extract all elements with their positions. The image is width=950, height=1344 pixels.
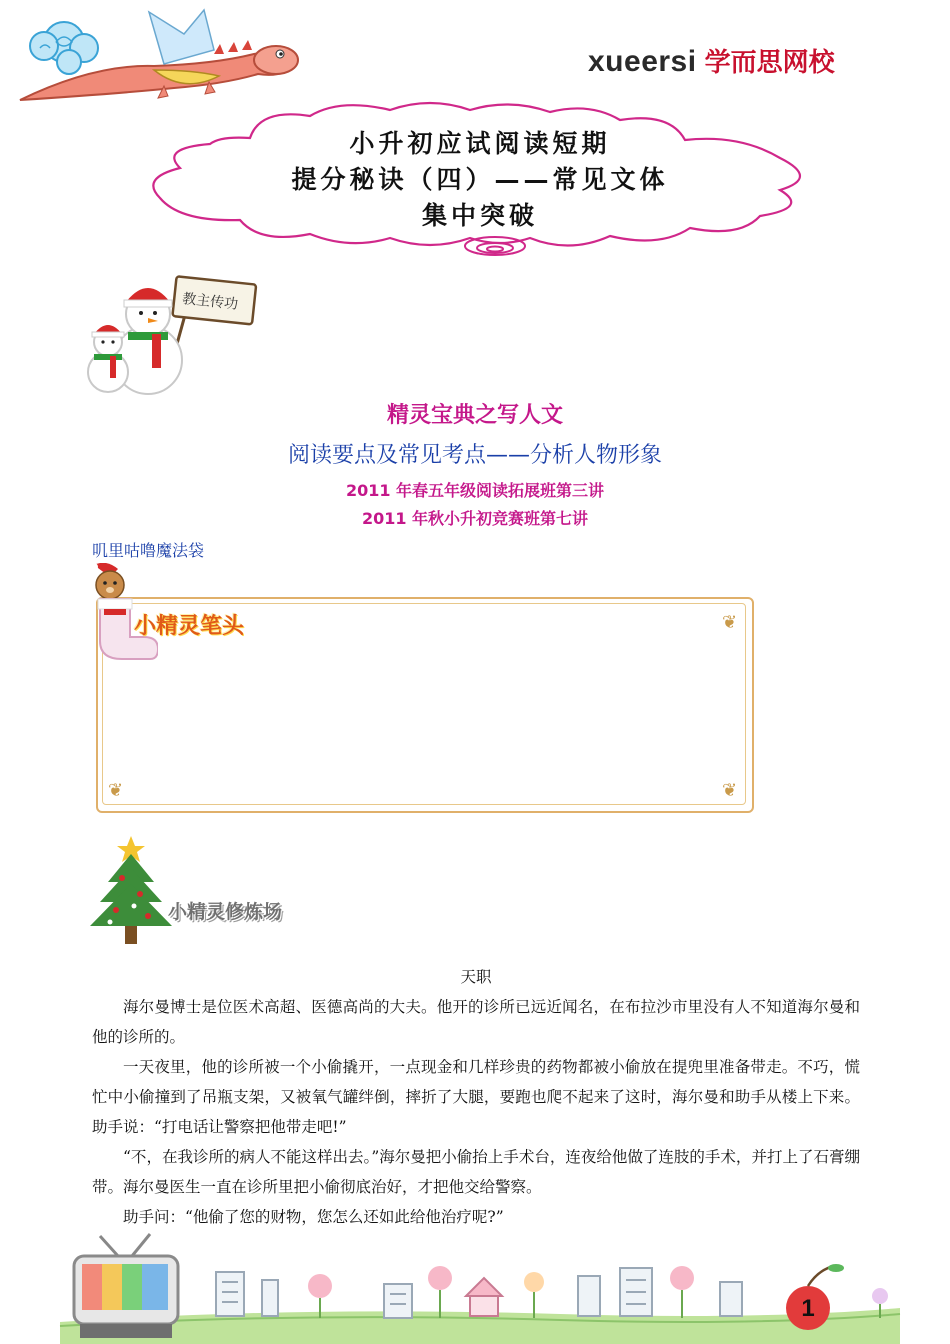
title-line-1: 小升初应试阅读短期 xyxy=(349,129,611,158)
brand-logo xyxy=(588,42,835,82)
document-title xyxy=(200,126,760,234)
subheading-part-1: 阅读要点及常见考点—— xyxy=(287,443,530,468)
article-paragraph: 一天夜里，他的诊所被一个小偷撬开，一点现金和几样珍贵的药物都被小偷放在提兜里准备带走。不巧，慌忙中小偷撞到了吊瓶支架，又被氧气罐绊倒，摔折了大腿，要跑也爬不起来了这时，海尔曼和助手从楼上下来。助手说：“打电话让警察把他带走吧!” xyxy=(92,1058,860,1136)
title-line-3: 集中突破 xyxy=(421,201,538,230)
section-heading: 精灵宝典之写人文 xyxy=(386,403,563,428)
section-subheading xyxy=(0,438,950,469)
title-line-2: 提分秘诀（四）——常见文体 xyxy=(291,165,669,194)
course-line-autumn: 2011 年秋小升初竞赛班第七讲 xyxy=(361,509,589,528)
frame-flourish-icon: ❦ xyxy=(722,612,738,633)
article xyxy=(92,962,860,1232)
article-title: 天职 xyxy=(460,968,492,986)
magic-bag-label: 叽里咕噜魔法袋 xyxy=(92,541,205,560)
christmas-tree-icon xyxy=(88,836,174,946)
subheading-part-2: 分析人物形象 xyxy=(530,443,663,468)
pen-section-label: 小精灵笔头 xyxy=(134,614,245,639)
brand-name-en: xueersi xyxy=(588,45,697,78)
frame-flourish-icon: ❦ xyxy=(722,780,738,801)
brand-name-cn: 学而思网校 xyxy=(704,48,835,78)
sign-text: 教主传功 xyxy=(181,291,239,313)
article-paragraph: 海尔曼博士是位医术高超、医德高尚的大夫。他开的诊所已远近闻名，在布拉沙市里没有人不知道海尔曼和他的诊所的。 xyxy=(92,998,860,1046)
article-paragraph: “不，在我诊所的病人不能这样出去。”海尔曼把小偷抬上手术台，连夜给他做了连肢的手术，并打上了石膏绷带。海尔曼医生一直在诊所里把小偷彻底治好，才把他交给警察。 xyxy=(92,1148,860,1196)
course-line-spring: 2011 年春五年级阅读拓展班第三讲 xyxy=(345,481,605,500)
page-number: 1 xyxy=(801,1295,815,1322)
practice-section-label: 小精灵修炼场 xyxy=(168,901,283,923)
tv-icon xyxy=(74,1234,178,1338)
article-paragraph: 助手问：“他偷了您的财物，您怎么还如此给他治疗呢?” xyxy=(123,1208,504,1226)
dragon-illustration xyxy=(14,4,304,104)
frame-flourish-icon: ❦ xyxy=(108,780,124,801)
snowmen-illustration xyxy=(86,268,258,396)
